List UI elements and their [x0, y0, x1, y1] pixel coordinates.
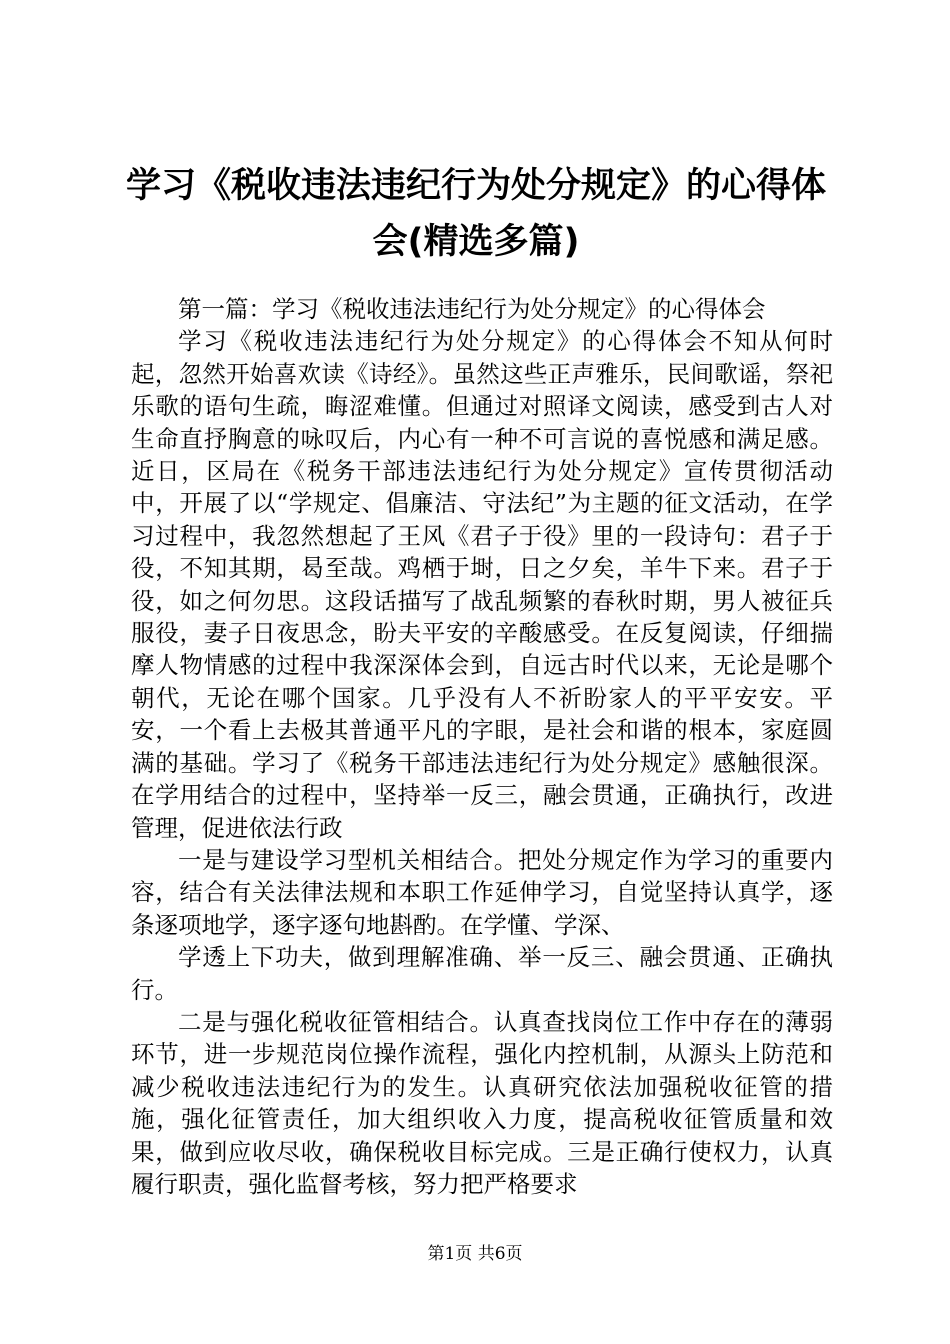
title-line-2: 会(精选多篇)	[372, 222, 580, 262]
document-title	[120, 158, 832, 270]
paragraph: 学透上下功夫，做到理解准确、举一反三、融会贯通、正确执行。	[131, 943, 833, 1004]
paragraph-heading: 第一篇：学习《税收违法违纪行为处分规定》的心得体会	[178, 295, 766, 323]
paragraph: 二是与强化税收征管相结合。认真查找岗位工作中存在的薄弱环节，进一步规范岗位操作流程，强化内控机制，从源头上防范和减少税收违法违纪行为的发生。认真研究依法加强税收征管的措施，强化征管责任，加大组织收入力度，提高税收征管质量和效果，做到应收尽收，确保税收目标完成。三是正确行使权力，认真履行职责，强化监督考核，努力把严格要求	[131, 1007, 833, 1198]
paragraph: 学习《税收违法违纪行为处分规定》的心得体会不知从何时起，忽然开始喜欢读《诗经》。虽然这些正声雅乐，民间歌谣，祭祀乐歌的语句生疏，晦涩难懂。但通过对照译文阅读，感受到古人对生命直抒胸意的咏叹后，内心有一种不可言说的喜悦感和满足感。近日，区局在《税务干部违法违纪行为处分规定》宣传贯彻活动中，开展了以“学规定、倡廉洁、守法纪”为主题的征文活动，在学习过程中，我忽然想起了王风《君子于役》里的一段诗句：君子于役，不知其期，曷至哉。鸡栖于埘，日之夕矣，羊牛下来。君子于役，如之何勿思。这段话描写了战乱频繁的春秋时期，男人被征兵服役，妻子日夜思念，盼夫平安的辛酸感受。在反复阅读，仔细揣摩人物情感的过程中我深深体会到，自远古时代以来，无论是哪个朝代，无论在哪个国家。几乎没有人不祈盼家人的平平安安。平安，一个看上去极其普通平凡的字眼，是社会和谐的根本，家庭圆满的基础。学习了《税务干部违法违纪行为处分规定》感触很深。在学用结合的过程中，坚持举一反三，融会贯通，正确执行，改进管理，促进依法行政	[131, 327, 833, 842]
paragraph: 一是与建设学习型机关相结合。把处分规定作为学习的重要内容，结合有关法律法规和本职工作延伸学习，自觉坚持认真学，逐条逐项地学，逐字逐句地斟酌。在学懂、学深、	[131, 845, 833, 939]
document-body	[131, 293, 833, 1200]
title-line-1: 学习《税收违法违纪行为处分规定》的心得体	[125, 166, 826, 206]
page-number-footer: 第1页 共6页	[427, 1244, 523, 1264]
